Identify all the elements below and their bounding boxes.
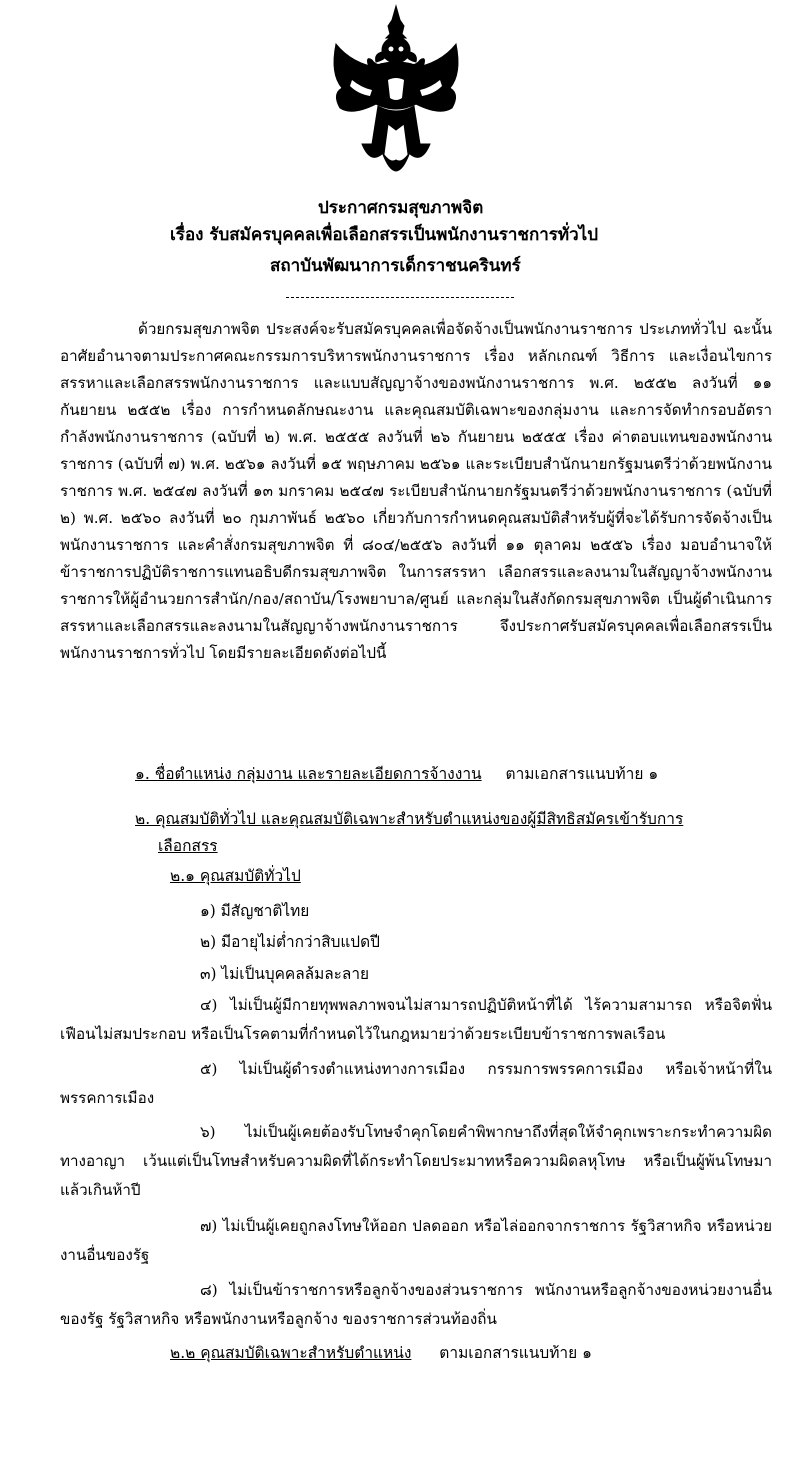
document-subject: เรื่อง รับสมัครบุคคลเพื่อเลือกสรรเป็นพนักงานราชการทั่วไป	[170, 225, 599, 245]
section2-2-ref: ตามเอกสารแนบท้าย ๑	[439, 1344, 592, 1362]
section2-title-line2: เลือกสรร	[158, 837, 218, 855]
qualification-item-2: ๒) มีอายุไม่ต่ำกว่าสิบแปดปี	[200, 933, 380, 951]
section2-2-heading: ๒.๒ คุณสมบัติเฉพาะสำหรับตำแหน่ง ตามเอกสารแนบท้าย ๑	[170, 1344, 592, 1362]
qualification-item-3: ๓) ไม่เป็นบุคคลล้มละลาย	[200, 965, 370, 983]
header-divider	[286, 297, 514, 298]
qualification-item-6: ๖) ไม่เป็นผู้เคยต้องรับโทษจำคุกโดยคำพิพากษาถึงที่สุดให้จำคุกเพราะกระทำความผิดทางอาญา เว้นแต่เป็นโทษสำหรับความผิดที่ได้กระทำโดยประมาทหรือความผิดลหุโทษ หรือเป็นผู้พ้นโทษมาแล้วเกินห้าปี	[60, 1123, 772, 1199]
garuda-emblem-icon	[322, 4, 470, 190]
intro-paragraph: ด้วยกรมสุขภาพจิต ประสงค์จะรับสมัครบุคคลเพื่อจัดจ้างเป็นพนักงานราชการ ประเภททั่วไป ฉะนั้น อาศัยอำนาจตามประกาศคณะกรรมการบริหารพนักงานราชการ เรื่อง หลักเกณฑ์ วิธีการ และเงื่อนไขการสรรหาและเลือกสรรพนักงานราชการ และแบบสัญญาจ้างของพนักงานราชการ พ.ศ. ๒๕๕๒ ลงวันที่ ๑๑ กันยายน ๒๕๕๒ เรื่อง การกำหนดลักษณะงาน และคุณสมบัติเฉพาะของกลุ่มงาน และการจัดทำกรอบอัตรากำลังพนักงานราชการ (ฉบับที่ ๒) พ.ศ. ๒๕๕๕ ลงวันที่ ๒๖ กันยายน ๒๕๕๕ เรื่อง ค่าตอบแทนของพนักงานราชการ (ฉบับที่ ๗) พ.ศ. ๒๕๖๑ ลงวันที่ ๑๕ พฤษภาคม ๒๕๖๑ และระเบียบสำนักนายกรัฐมนตรีว่าด้วยพนักงานราชการ พ.ศ. ๒๕๔๗ ลงวันที่ ๑๓ มกราคม ๒๕๔๗ ระเบียบสำนักนายกรัฐมนตรีว่าด้วยพนักงานราชการ (ฉบับที่ ๒) พ.ศ. ๒๕๖๐ ลงวันที่ ๒๐ กุมภาพันธ์ ๒๕๖๐ เกี่ยวกับการกำหนดคุณสมบัติสำหรับผู้ที่จะได้รับการจัดจ้างเป็นพนักงานราชการ และคำสั่งกรมสุขภาพจิต ที่ ๘๐๔/๒๕๕๖ ลงวันที่ ๑๑ ตุลาคม ๒๕๕๖ เรื่อง มอบอำนาจให้ข้าราชการปฏิบัติราชการแทนอธิบดีกรมสุขภาพจิต ในการสรรหา เลือกสรรและลงนามในสัญญาจ้างพนักงานราชการให้ผู้อำนวยการสำนัก/กอง/สถาบัน/โรงพยาบาล/ศูนย์ และกลุ่มในสังกัดกรมสุขภาพจิต เป็นผู้ดำเนินการสรรหาและเลือกสรรและลงนามในสัญญาจ้างพนักงานราชการ จึงประกาศรับสมัครบุคคลเพื่อเลือกสรรเป็นพนักงานราชการทั่วไป โดยมีรายละเอียดดังต่อไปนี้	[60, 320, 772, 662]
document-agency: สถาบันพัฒนาการเด็กราชนครินทร์	[270, 256, 521, 276]
section1-title: ๑. ชื่อตำแหน่ง กลุ่มงาน และรายละเอียดการจ้างงาน	[135, 765, 482, 783]
document-title: ประกาศกรมสุขภาพจิต	[318, 198, 484, 218]
section2-title-line1: ๒. คุณสมบัติทั่วไป และคุณสมบัติเฉพาะสำหรับตำแหน่งของผู้มีสิทธิสมัครเข้ารับการ	[135, 810, 684, 828]
intro-section	[60, 316, 772, 667]
qualification-item-4: ๔) ไม่เป็นผู้มีกายทุพพลภาพจนไม่สามารถปฏิบัติหน้าที่ได้ ไร้ความสามารถ หรือจิตฟั่นเฟือนไม่สมประกอบ หรือเป็นโรคตามที่กำหนดไว้ในกฎหมายว่าด้วยระเบียบข้าราชการพลเรือน	[60, 996, 772, 1043]
qualification-item-7: ๗) ไม่เป็นผู้เคยถูกลงโทษให้ออก ปลดออก หรือไล่ออกจากราชการ รัฐวิสาหกิจ หรือหน่วยงานอื่นของรัฐ	[60, 1217, 772, 1264]
section2-1-heading: ๒.๑ คุณสมบัติทั่วไป	[170, 867, 301, 885]
section1-heading	[135, 761, 658, 787]
qualification-item-8: ๘) ไม่เป็นข้าราชการหรือลูกจ้างของส่วนราชการ พนักงานหรือลูกจ้างของหน่วยงานอื่นของรัฐ รัฐวิสาหกิจ หรือพนักงานหรือลูกจ้าง ของราชการส่วนท้องถิ่น	[60, 1281, 772, 1328]
qualification-item-5: ๕) ไม่เป็นผู้ดำรงตำแหน่งทางการเมือง กรรมการพรรคการเมือง หรือเจ้าหน้าที่ในพรรคการเมือง	[60, 1060, 772, 1107]
section1-ref: ตามเอกสารแนบท้าย ๑	[505, 765, 659, 783]
qualification-item-1: ๑) มีสัญชาติไทย	[200, 902, 310, 920]
